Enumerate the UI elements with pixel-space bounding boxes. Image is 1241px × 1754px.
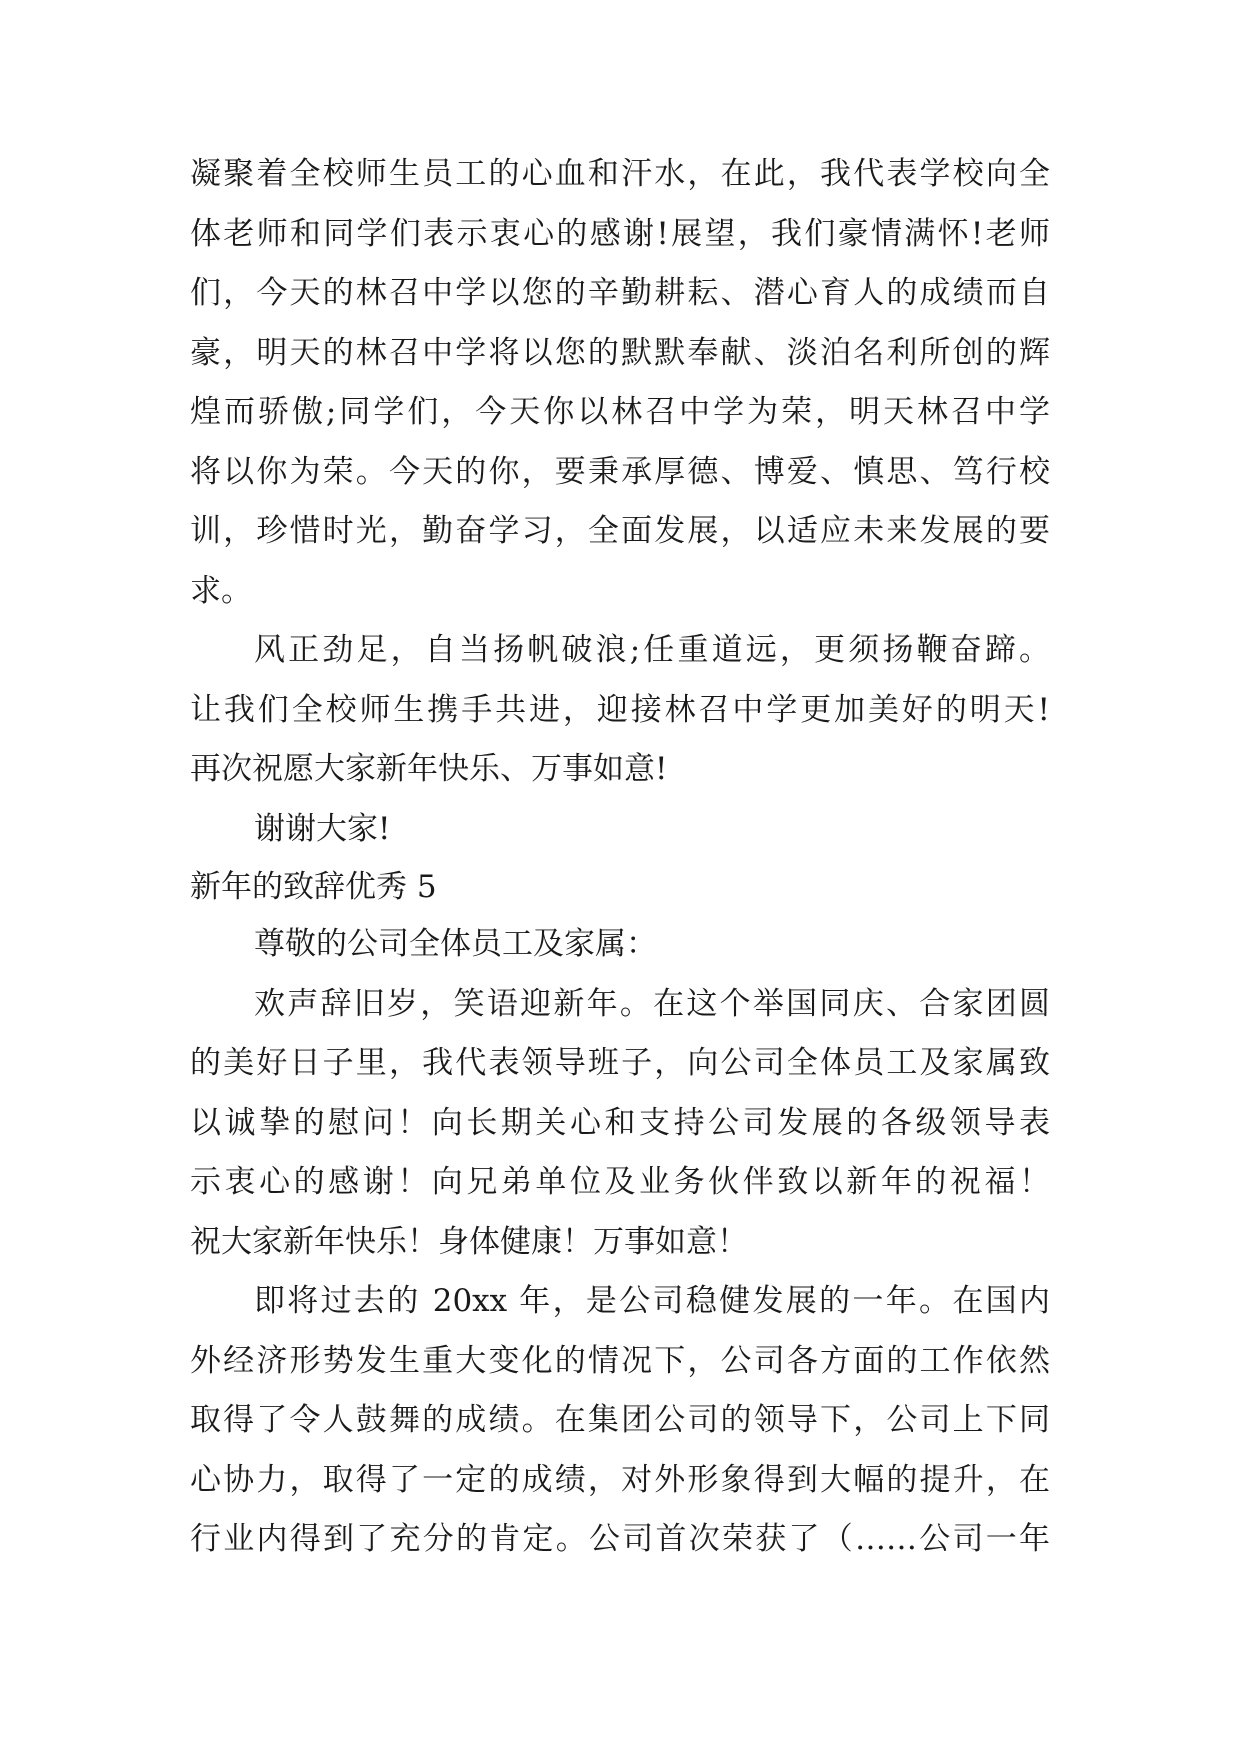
text-line: 训，珍惜时光，勤奋学习，全面发展，以适应未来发展的要 — [190, 513, 1050, 549]
text-line: 将以你为荣。今天的你，要秉承厚德、博爱、慎思、笃行校 — [190, 453, 1050, 490]
text-line: 心协力，取得了一定的成绩，对外形象得到大幅的提升，在 — [190, 1461, 1050, 1498]
paragraph-thanks: 谢谢大家! — [254, 810, 391, 847]
document-page — [190, 145, 1050, 1570]
text-line: 取得了令人鼓舞的成绩。在集团公司的领导下，公司上下同 — [190, 1402, 1050, 1438]
paragraph-year-review — [190, 1272, 1050, 1570]
text-line: 求。 — [190, 572, 252, 609]
text-line: 的美好日子里，我代表领导班子，向公司全体员工及家属致 — [190, 1045, 1050, 1081]
text-line: 风正劲足，自当扬帆破浪;任重道远，更须扬鞭奋蹄。 — [254, 632, 1050, 668]
section-heading: 新年的致辞优秀 5 — [190, 869, 437, 905]
paragraph-school-thanks — [190, 145, 1050, 621]
text-line: 凝聚着全校师生员工的心血和汗水，在此，我代表学校向全 — [190, 156, 1050, 192]
paragraph-new-year-greeting — [190, 975, 1050, 1273]
text-line: 示衷心的感谢！向兄弟单位及业务伙伴致以新年的祝福！ — [190, 1164, 1050, 1200]
text-line: 再次祝愿大家新年快乐、万事如意! — [190, 751, 668, 787]
text-line: 即将过去的 20xx 年，是公司稳健发展的一年。在国内 — [254, 1283, 1050, 1319]
salutation: 尊敬的公司全体员工及家属： — [254, 926, 657, 962]
text-line: 煌而骄傲;同学们，今天你以林召中学为荣，明天林召中学 — [190, 394, 1050, 430]
text-line: 让我们全校师生携手共进，迎接林召中学更加美好的明天! — [190, 691, 1050, 728]
text-line: 以诚挚的慰问！向长期关心和支持公司发展的各级领导表 — [190, 1104, 1050, 1141]
text-line: 行业内得到了充分的肯定。公司首次荣获了（……公司一年 — [190, 1521, 1050, 1557]
text-line: 豪，明天的林召中学将以您的默默奉献、淡泊名利所创的辉 — [190, 334, 1050, 371]
text-line: 外经济形势发生重大变化的情况下，公司各方面的工作依然 — [190, 1342, 1050, 1379]
text-line: 体老师和同学们表示衷心的感谢!展望，我们豪情满怀!老师 — [190, 215, 1050, 252]
text-line: 欢声辞旧岁，笑语迎新年。在这个举国同庆、合家团圆 — [254, 985, 1050, 1022]
text-line: 们，今天的林召中学以您的辛勤耕耘、潜心育人的成绩而自 — [190, 275, 1050, 311]
text-line: 祝大家新年快乐！身体健康！万事如意！ — [190, 1223, 748, 1260]
paragraph-closing-wishes — [190, 621, 1050, 800]
